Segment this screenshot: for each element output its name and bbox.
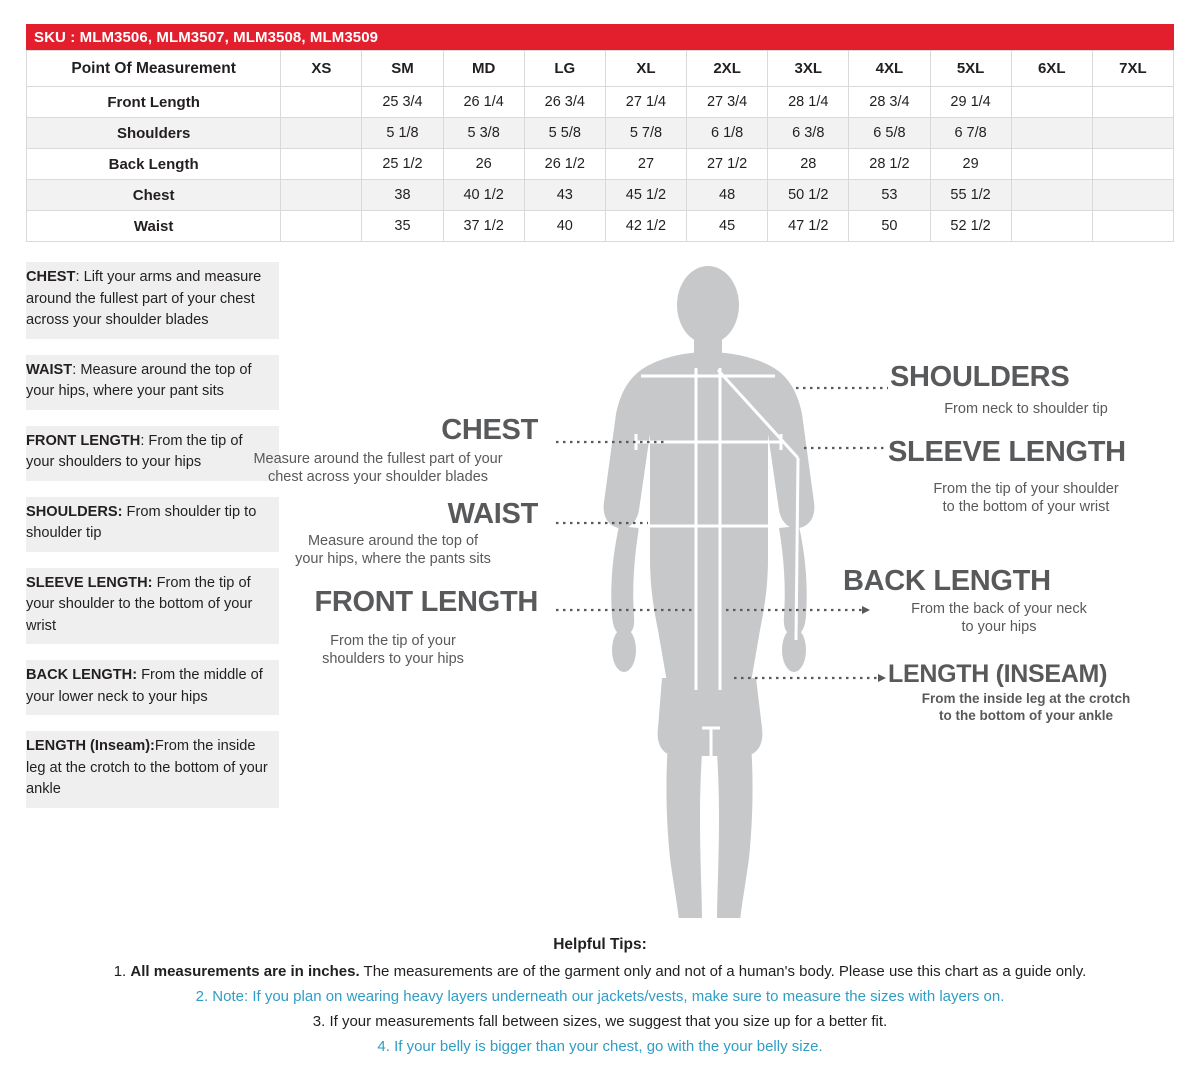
definition-sep: : [140, 432, 149, 449]
sku-header-bar: SKU : MLM3506, MLM3507, MLM3508, MLM3509 [26, 24, 1174, 50]
cell: 6 1/8 [687, 118, 768, 149]
column-header-7xl: 7XL [1092, 51, 1173, 87]
definition-text: From the tip of your shoulders to your hips [26, 432, 243, 470]
definition-term: LENGTH (Inseam): [26, 738, 155, 754]
table-row [27, 211, 1174, 242]
definition-text: Lift your arms and measure around the fullest part of your chest across your shoulder blades [26, 269, 262, 328]
cell [281, 180, 362, 211]
tip-item-1 [0, 959, 1200, 984]
cell [281, 118, 362, 149]
tip-text: If your measurements fall between sizes, we suggest that you size up for a better fit. [329, 1013, 888, 1030]
definition-term: SLEEVE LENGTH: [26, 574, 153, 591]
tip-text: If your belly is bigger than your chest, go with the your belly size. [394, 1038, 823, 1055]
cell: 5 5/8 [524, 118, 605, 149]
cell: 25 3/4 [362, 87, 443, 118]
cell [1011, 118, 1092, 149]
tip-bold: All measurements are in inches. [130, 963, 360, 980]
cell: 6 3/8 [768, 118, 849, 149]
cell: 27 [605, 149, 686, 180]
cell: 28 1/2 [849, 149, 930, 180]
cell: 28 3/4 [849, 87, 930, 118]
cell: 5 7/8 [605, 118, 686, 149]
cell: 40 1/2 [443, 180, 524, 211]
row-label-waist: Waist [27, 211, 281, 242]
cell [1011, 149, 1092, 180]
diagram-label-waist: WAIST [447, 498, 538, 530]
cell [1011, 87, 1092, 118]
tip-number: 3. [312, 1013, 330, 1030]
diagram-sub-chest-2: chest across your shoulder blades [267, 469, 489, 485]
cell: 26 1/2 [524, 149, 605, 180]
diagram-label-shoulders: SHOULDERS [890, 361, 1070, 393]
definition-sep: : [75, 269, 84, 285]
diagram-sub-inseam-2: to the bottom of your ankle [939, 708, 1113, 723]
cell: 27 1/2 [687, 149, 768, 180]
definition-back-length [26, 660, 279, 715]
tip-number: 1. [113, 963, 131, 980]
cell: 35 [362, 211, 443, 242]
cell: 28 1/4 [768, 87, 849, 118]
cell: 5 1/8 [362, 118, 443, 149]
helpful-tips-section [0, 936, 1200, 1059]
definition-term: SHOULDERS: [26, 503, 123, 520]
tip-number: 4. [377, 1038, 395, 1055]
cell: 50 [849, 211, 930, 242]
column-header-md: MD [443, 51, 524, 87]
body-silhouette-icon [604, 266, 815, 918]
diagram-sub-front-2: shoulders to your hips [322, 651, 464, 667]
size-measurement-table [26, 50, 1174, 242]
cell: 45 1/2 [605, 180, 686, 211]
column-header-sm: SM [362, 51, 443, 87]
cell [1011, 180, 1092, 211]
column-header-4xl: 4XL [849, 51, 930, 87]
cell: 38 [362, 180, 443, 211]
diagram-sub-waist-2: your hips, where the pants sits [295, 551, 491, 567]
diagram-sub-inseam-1: From the inside leg at the crotch [921, 691, 1131, 706]
column-header-xs: XS [281, 51, 362, 87]
definition-term: FRONT LENGTH [26, 432, 141, 449]
tip-item-2 [0, 984, 1200, 1009]
tip-item-4 [0, 1034, 1200, 1059]
definition-term: BACK LENGTH: [26, 667, 138, 683]
diagram-sub-sleeve-1: From the tip of your shoulder [933, 481, 1119, 497]
table-row [27, 118, 1174, 149]
row-label-front-length: Front Length [27, 87, 281, 118]
column-header-lg: LG [524, 51, 605, 87]
diagram-label-inseam: LENGTH (INSEAM) [888, 660, 1108, 688]
cell: 6 5/8 [849, 118, 930, 149]
diagram-label-chest: CHEST [441, 414, 538, 446]
diagram-label-sleeve-length: SLEEVE LENGTH [888, 436, 1126, 468]
cell: 28 [768, 149, 849, 180]
diagram-sub-sleeve-2: to the bottom of your wrist [942, 499, 1110, 515]
row-label-shoulders: Shoulders [27, 118, 281, 149]
cell: 26 1/4 [443, 87, 524, 118]
table-row [27, 149, 1174, 180]
column-header-pom: Point Of Measurement [27, 51, 281, 87]
definition-term: WAIST [26, 361, 73, 378]
cell: 52 1/2 [930, 211, 1011, 242]
column-header-5xl: 5XL [930, 51, 1011, 87]
cell: 55 1/2 [930, 180, 1011, 211]
cell: 26 [443, 149, 524, 180]
column-header-3xl: 3XL [768, 51, 849, 87]
row-label-chest: Chest [27, 180, 281, 211]
table-header-row [27, 51, 1174, 87]
measurement-diagram [253, 258, 1174, 918]
cell: 53 [849, 180, 930, 211]
cell [1092, 118, 1173, 149]
cell: 48 [687, 180, 768, 211]
definition-chest [26, 262, 279, 339]
diagram-sub-back-1: From the back of your neck [911, 601, 1087, 617]
column-header-2xl: 2XL [687, 51, 768, 87]
diagram-sub-chest-1: Measure around the fullest part of your [253, 451, 503, 467]
row-label-back-length: Back Length [27, 149, 281, 180]
definition-text: From the tip of your shoulder to the bottom of your wrist [26, 574, 253, 634]
table-row [27, 87, 1174, 118]
cell: 26 3/4 [524, 87, 605, 118]
cell: 5 3/8 [443, 118, 524, 149]
diagram-sub-waist-1: Measure around the top of [307, 533, 479, 549]
tip-text: The measurements are of the garment only and not of a human's body. Please use this chart as a guide only. [359, 963, 1087, 980]
tip-item-3 [0, 1009, 1200, 1034]
cell: 27 1/4 [605, 87, 686, 118]
definition-inseam [26, 731, 279, 808]
cell: 6 7/8 [930, 118, 1011, 149]
table-row [27, 180, 1174, 211]
definition-sep: : [72, 361, 81, 378]
cell: 43 [524, 180, 605, 211]
diagram-label-front-length: FRONT LENGTH [314, 586, 538, 618]
cell [1011, 211, 1092, 242]
cell [1092, 87, 1173, 118]
cell: 27 3/4 [687, 87, 768, 118]
diagram-label-back-length: BACK LENGTH [843, 565, 1051, 597]
definition-term: CHEST [26, 269, 76, 285]
helpful-tips-title: Helpful Tips: [553, 936, 647, 953]
cell: 42 1/2 [605, 211, 686, 242]
cell: 45 [687, 211, 768, 242]
cell: 37 1/2 [443, 211, 524, 242]
diagram-sub-shoulders-1: From neck to shoulder tip [944, 401, 1108, 417]
cell: 29 [930, 149, 1011, 180]
cell: 50 1/2 [768, 180, 849, 211]
definition-text: Measure around the top of your hips, where your pant sits [26, 361, 252, 399]
definition-waist [26, 355, 279, 410]
cell [281, 149, 362, 180]
cell [1092, 211, 1173, 242]
definition-text: From the inside leg at the crotch to the bottom of your ankle [26, 738, 268, 797]
column-header-6xl: 6XL [1011, 51, 1092, 87]
column-header-xl: XL [605, 51, 686, 87]
cell: 25 1/2 [362, 149, 443, 180]
cell: 47 1/2 [768, 211, 849, 242]
cell: 40 [524, 211, 605, 242]
tip-text: Note: If you plan on wearing heavy layers underneath our jackets/vests, make sure to measure the sizes with layers on. [212, 988, 1005, 1005]
cell: 29 1/4 [930, 87, 1011, 118]
tip-number: 2. [195, 988, 213, 1005]
cell [281, 211, 362, 242]
cell [1092, 149, 1173, 180]
diagram-sub-back-2: to your hips [961, 619, 1037, 635]
definition-text: From shoulder tip to shoulder tip [26, 503, 257, 541]
cell [281, 87, 362, 118]
definition-text: From the middle of your lower neck to your hips [26, 667, 263, 705]
cell [1092, 180, 1173, 211]
diagram-sub-front-1: From the tip of your [330, 633, 456, 649]
